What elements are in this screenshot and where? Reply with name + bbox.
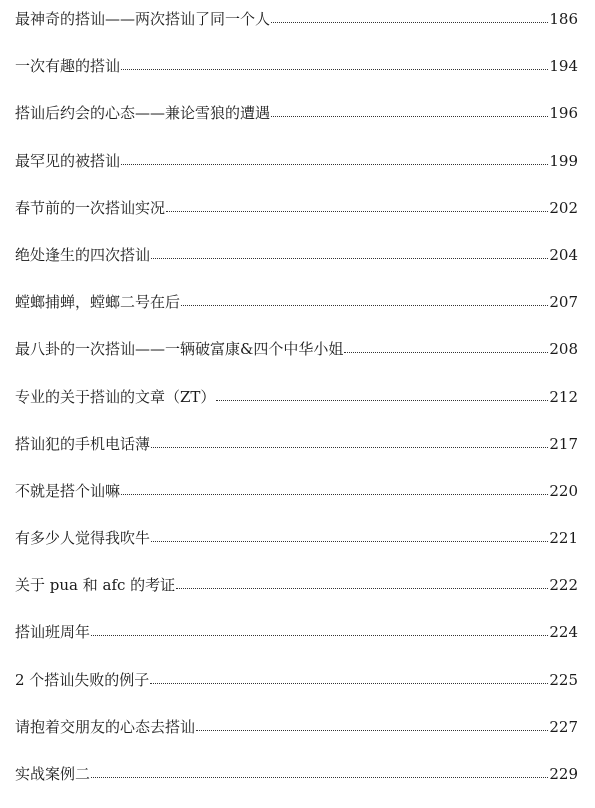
toc-entry[interactable] — [15, 572, 578, 619]
toc-page-number: 199 — [549, 151, 578, 170]
toc-dot-leader — [166, 211, 548, 212]
toc-page-number: 229 — [549, 765, 578, 783]
toc-entry-title: 2 个搭讪失败的例子 — [15, 670, 150, 689]
toc-page-number: 217 — [549, 434, 578, 453]
toc-entry-title: 春节前的一次搭讪实况 — [15, 198, 166, 217]
toc-entry[interactable] — [15, 53, 578, 100]
toc-entry[interactable] — [15, 100, 578, 147]
toc-entry-title: 搭讪班周年 — [15, 623, 91, 642]
toc-dot-leader — [196, 730, 548, 731]
toc-entry[interactable] — [15, 289, 578, 336]
toc-page-number: 186 — [549, 10, 578, 28]
toc-dot-leader — [216, 400, 548, 401]
toc-entry-title: 专业的关于搭讪的文章（ZT） — [15, 387, 216, 406]
toc-page-number: 207 — [549, 293, 578, 312]
toc-entry-title: 绝处逢生的四次搭讪 — [15, 245, 151, 264]
toc-entry-title: 不就是搭个讪嘛 — [15, 481, 121, 500]
toc-dot-leader — [91, 777, 548, 778]
toc-entry-title: 搭讪犯的手机电话薄 — [15, 434, 151, 453]
toc-entry[interactable] — [15, 148, 578, 195]
toc-entry-title: 一次有趣的搭讪 — [15, 57, 121, 76]
toc-page-number: 194 — [549, 57, 578, 76]
toc-dot-leader — [121, 164, 548, 165]
toc-page-number: 220 — [549, 481, 578, 500]
toc-entry[interactable] — [15, 384, 578, 431]
toc-entry-title: 有多少人觉得我吹牛 — [15, 529, 151, 548]
toc-entry[interactable] — [15, 336, 578, 383]
toc-entry[interactable] — [15, 714, 578, 761]
toc-dot-leader — [271, 116, 548, 117]
toc-dot-leader — [151, 258, 548, 259]
table-of-contents — [15, 6, 578, 808]
toc-page-number: 208 — [549, 340, 578, 359]
toc-entry[interactable] — [15, 195, 578, 242]
toc-entry-title: 最罕见的被搭讪 — [15, 151, 121, 170]
toc-dot-leader — [121, 69, 548, 70]
toc-dot-leader — [181, 305, 548, 306]
toc-entry[interactable] — [15, 431, 578, 478]
toc-dot-leader — [344, 352, 548, 353]
toc-page-number: 204 — [549, 245, 578, 264]
toc-entry[interactable] — [15, 242, 578, 289]
toc-page-number: 227 — [549, 717, 578, 736]
toc-dot-leader — [150, 683, 548, 684]
toc-page-number: 224 — [549, 623, 578, 642]
toc-page-number: 221 — [549, 529, 578, 548]
toc-entry-title: 实战案例二 — [15, 765, 91, 783]
toc-dot-leader — [176, 588, 548, 589]
toc-entry-title: 螳螂捕蝉，螳螂二号在后 — [15, 293, 181, 312]
toc-entry[interactable] — [15, 761, 578, 808]
toc-page-number: 212 — [549, 387, 578, 406]
toc-dot-leader — [151, 541, 548, 542]
toc-entry-title: 请抱着交朋友的心态去搭讪 — [15, 717, 196, 736]
toc-entry-title: 关于 pua 和 afc 的考证 — [15, 576, 176, 595]
toc-entry[interactable] — [15, 525, 578, 572]
toc-dot-leader — [271, 22, 548, 23]
toc-dot-leader — [121, 494, 548, 495]
toc-entry[interactable] — [15, 667, 578, 714]
toc-page-number: 222 — [549, 576, 578, 595]
toc-entry-title: 最八卦的一次搭讪——一辆破富康&四个中华小姐 — [15, 340, 344, 359]
toc-entry[interactable] — [15, 619, 578, 666]
toc-entry[interactable] — [15, 6, 578, 53]
toc-page-number: 196 — [549, 104, 578, 123]
toc-dot-leader — [91, 635, 548, 636]
toc-page-number: 202 — [549, 198, 578, 217]
toc-entry-title: 最神奇的搭讪——两次搭讪了同一个人 — [15, 10, 271, 28]
toc-entry-title: 搭讪后约会的心态——兼论雪狼的遭遇 — [15, 104, 271, 123]
toc-entry[interactable] — [15, 478, 578, 525]
toc-page-number: 225 — [549, 670, 578, 689]
toc-dot-leader — [151, 447, 548, 448]
